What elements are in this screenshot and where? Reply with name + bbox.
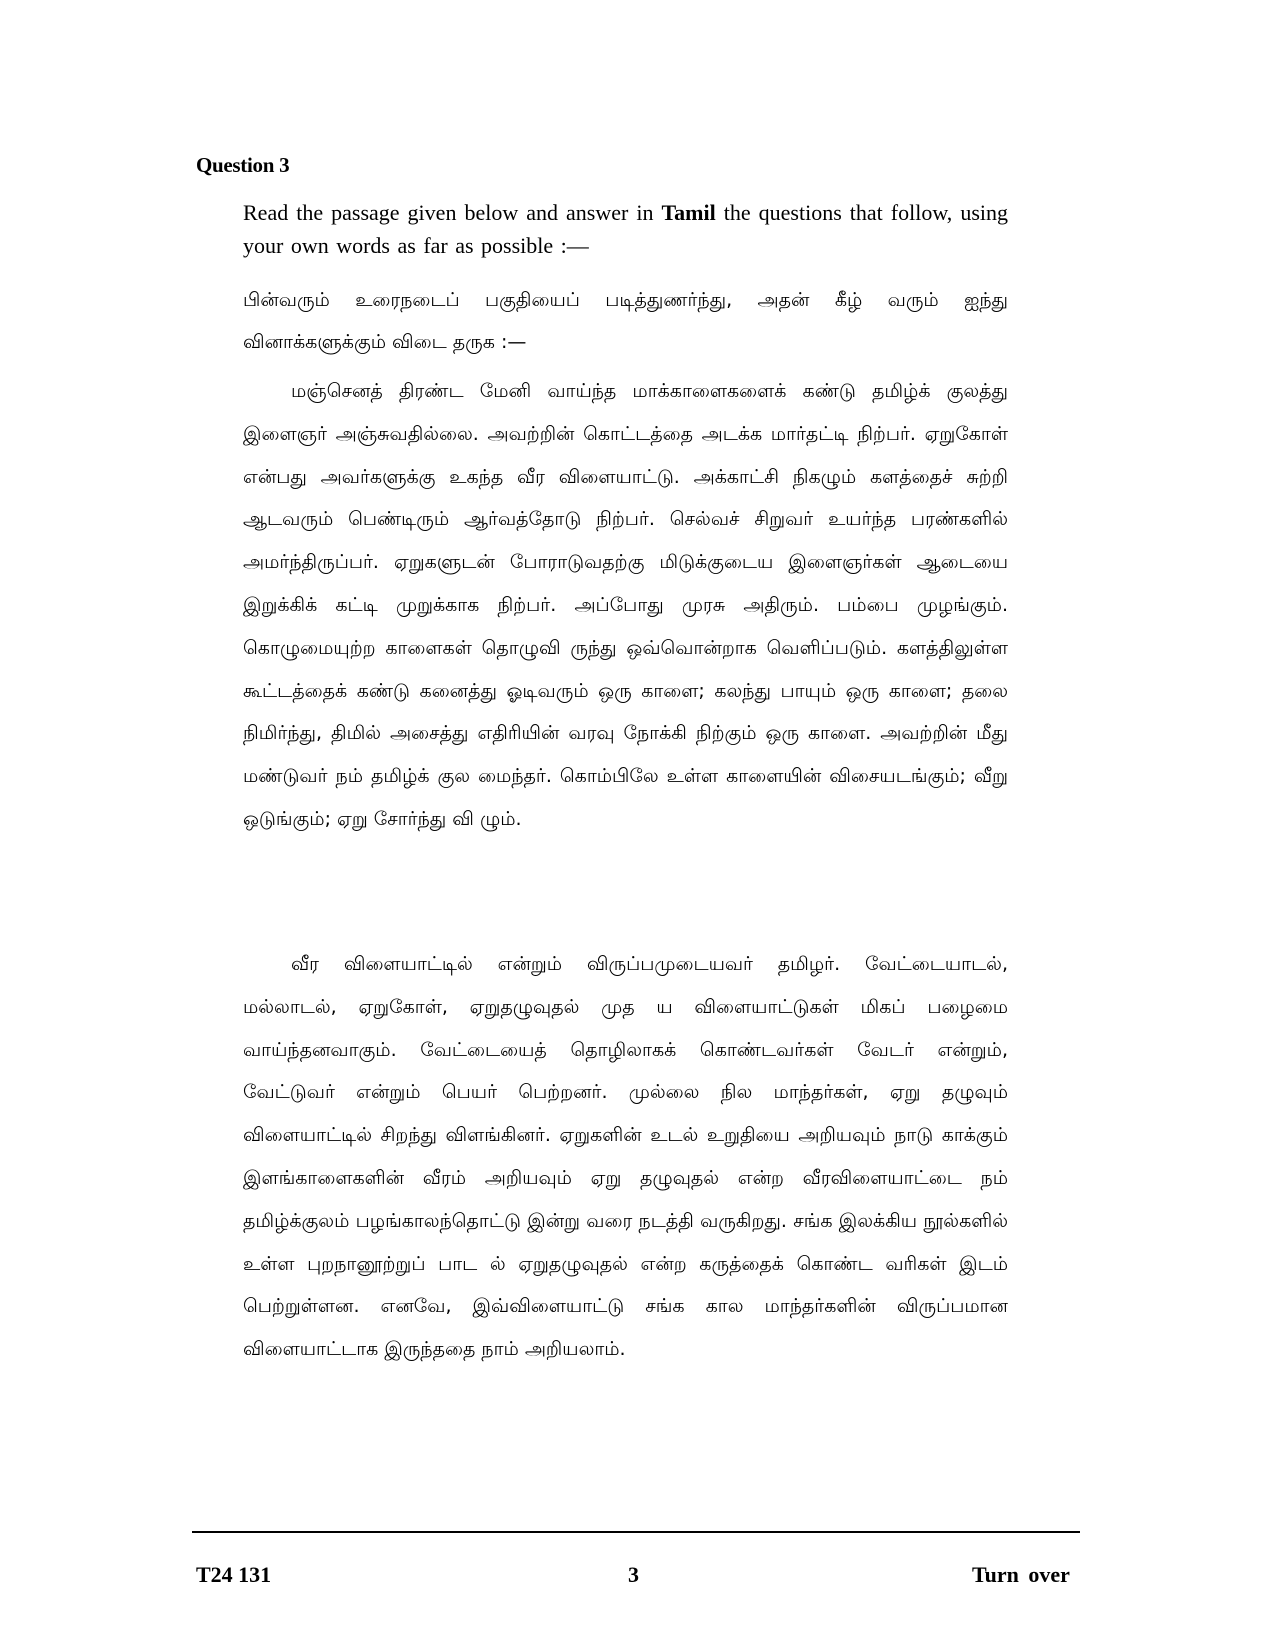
english-instruction-end: the questions that follow, using your own words as far as possible :— [243,200,1008,258]
paper-code: T24 131 [196,1562,272,1587]
question-title: Question 3 [196,153,290,177]
english-instruction [243,196,1008,262]
turn-over-note: Turn over [972,1562,1070,1587]
english-instruction-start: Read the passage given below and answer in [243,200,662,225]
passage-paragraph-1: மஞ்செனத் திரண்ட மேனி வாய்ந்த மாக்காளைகளைக் கண்டு தமிழ்க் குலத்து இளைஞர் அஞ்சுவதில்லை. அவற்றின் கொட்டத்தை அடக்க மார்தட்டி நிற்பர். ஏறுகோள் என்பது அவர்களுக்கு உகந்த வீர விளையாட்டு. அக்காட்சி நிகழும் களத்தைச் சுற்றி ஆடவரும் பெண்டிரும் ஆர்வத்தோடு நிற்பர். செல்வச் சிறுவர் உயர்ந்த பரண்களில் அமர்ந்திருப்பர். ஏறுகளுடன் போராடுவதற்கு மிடுக்குடைய இளைஞர்கள் ஆடையை இறுக்கிக் கட்டி முறுக்காக நிற்பர். அப்போது முரசு அதிரும். பம்பை முழங்கும். கொழுமையுற்ற காளைகள் தொழுவி ருந்து ஒவ்வொன்றாக வெளிப்படும். களத்திலுள்ள கூட்டத்தைக் கண்டு கனைத்து ஓடிவரும் ஒரு காளை; கலந்து பாயும் ஒரு காளை; தலை நிமிர்ந்து, திமில் அசைத்து எதிரியின் வரவு நோக்கி நிற்கும் ஒரு காளை. அவற்றின் மீது மண்டுவர் நம் தமிழ்க் குல மைந்தர். கொம்பிலே உள்ள காளையின் விசையடங்கும்; வீறு ஒடுங்கும்; ஏறு சோர்ந்து வி ழும். [243,380,1008,830]
footer-divider [192,1531,1080,1533]
language-name: Tamil [661,200,716,225]
tamil-instruction: பின்வரும் உரைநடைப் பகுதியைப் படித்துணர்ந்து, அதன் கீழ் வரும் ஐந்து வினாக்களுக்கும் விடை தருக :— [243,289,1008,353]
passage-paragraph-2: வீர விளையாட்டில் என்றும் விருப்பமுடையவர் தமிழர். வேட்டையாடல், மல்லாடல், ஏறுகோள், ஏறுதழுவுதல் முத ய விளையாட்டுகள் மிகப் பழைமை வாய்ந்தனவாகும். வேட்டையைத் தொழிலாகக் கொண்டவர்கள் வேடர் என்றும், வேட்டுவர் என்றும் பெயர் பெற்றனர். முல்லை நில மாந்தர்கள், ஏறு தழுவும் விளையாட்டில் சிறந்து விளங்கினர். ஏறுகளின் உடல் உறுதியை அறியவும் நாடு காக்கும் இளங்காளைகளின் வீரம் அறியவும் ஏறு தழுவுதல் என்ற வீரவிளையாட்டை நம் தமிழ்க்குலம் பழங்காலந்தொட்டு இன்று வரை நடத்தி வருகிறது. சங்க இலக்கிய நூல்களில் உள்ள புறநானூற்றுப் பாட ல் ஏறுதழுவுதல் என்ற கருத்தைக் கொண்ட வரிகள் இடம் பெற்றுள்ளன. எனவே, இவ்விளையாட்டு சங்க கால மாந்தர்களின் விருப்பமான விளையாட்டாக இருந்ததை நாம் அறியலாம். [243,953,1008,1361]
page-number: 3 [628,1562,639,1587]
